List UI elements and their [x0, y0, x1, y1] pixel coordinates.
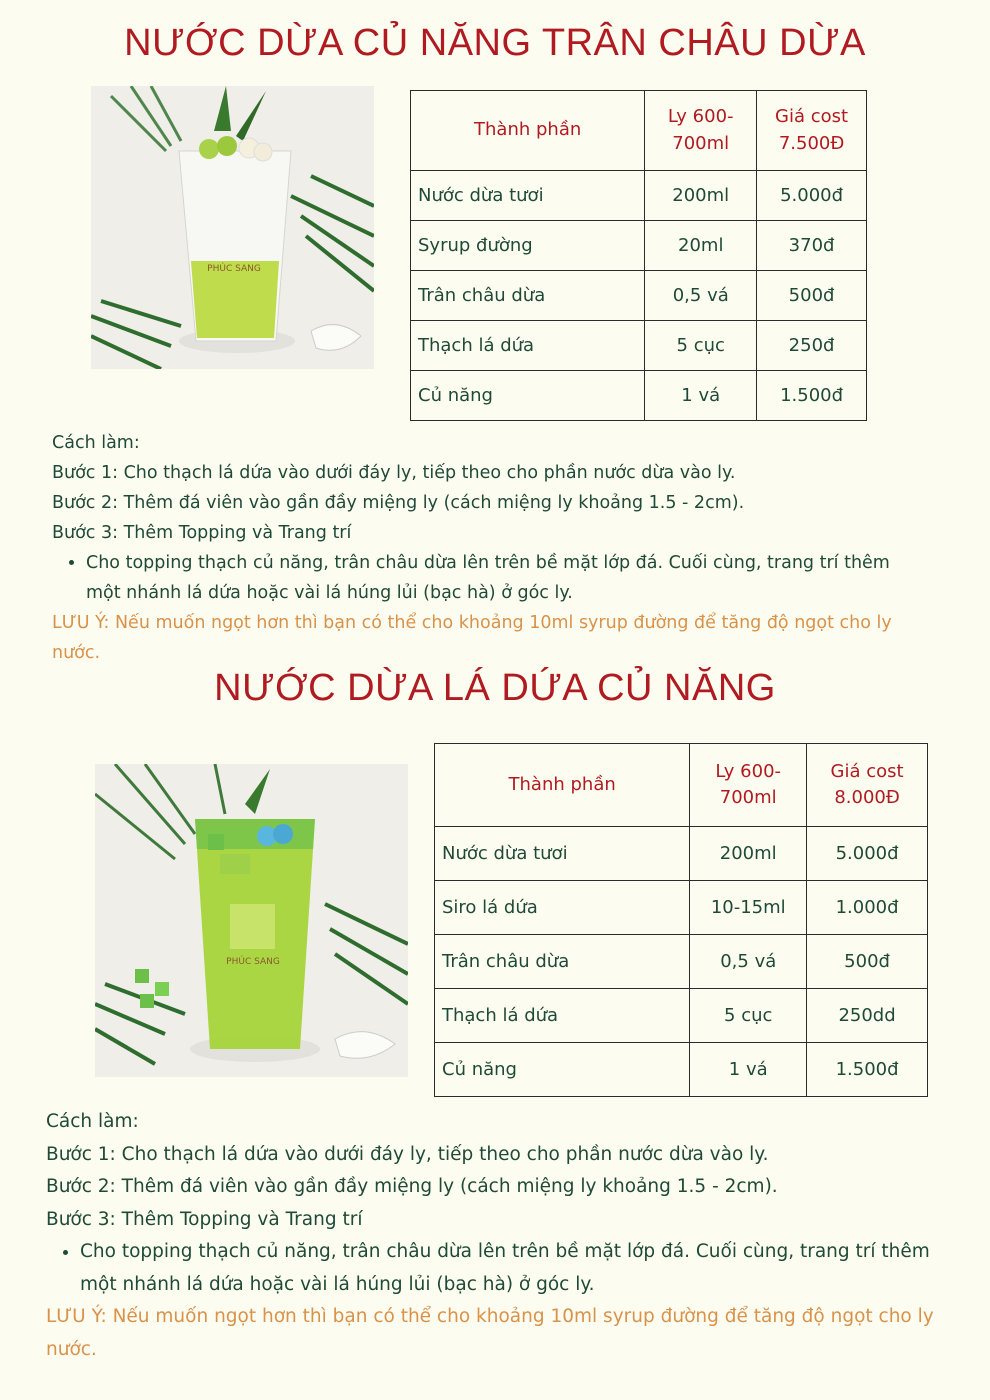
method-title: Cách làm:	[46, 1111, 139, 1132]
ingredient-amount: 0,5 vá	[690, 935, 807, 989]
ingredient-name: Củ năng	[435, 1043, 690, 1097]
topping-instruction: • Cho topping thạch củ năng, trân châu dừa lên trên bề mặt lớp đá. Cuối cùng, trang trí thêm một nhánh lá dứa hoặc vài lá húng lủi (bạc hà) ở góc ly.	[80, 1236, 956, 1301]
drink-photo	[91, 86, 374, 369]
ingredient-table	[434, 743, 928, 1097]
ingredient-name: Trân châu dừa	[411, 271, 645, 321]
ingredient-table	[410, 90, 867, 421]
ingredient-cost: 370đ	[757, 221, 867, 271]
header-cost: Giá cost 8.000Đ	[807, 744, 928, 827]
header-ingredient: Thành phần	[435, 744, 690, 827]
ingredient-name: Siro lá dứa	[435, 881, 690, 935]
ingredient-name: Syrup đường	[411, 221, 645, 271]
ingredient-amount: 10-15ml	[690, 881, 807, 935]
ingredient-name: Nước dừa tươi	[411, 171, 645, 221]
ingredient-amount: 5 cục	[645, 321, 757, 371]
step-3: Bước 3: Thêm Topping và Trang trí	[46, 1208, 363, 1230]
note-continued: nước.	[52, 643, 101, 663]
method-title: Cách làm:	[52, 433, 140, 453]
step-2: Bước 2: Thêm đá viên vào gần đầy miệng ly (cách miệng ly khoảng 1.5 - 2cm).	[46, 1176, 778, 1197]
recipe-title: NƯỚC DỪA LÁ DỨA CỦ NĂNG	[214, 667, 776, 709]
ingredient-name: Thạch lá dứa	[411, 321, 645, 371]
header-ingredient: Thành phần	[411, 91, 645, 171]
header-cost: Giá cost 7.500Đ	[757, 91, 867, 171]
ingredient-cost: 1.500đ	[757, 371, 867, 421]
ingredient-amount: 1 vá	[645, 371, 757, 421]
ingredient-amount: 1 vá	[690, 1043, 807, 1097]
topping-list	[46, 1236, 956, 1301]
ingredient-amount: 5 cục	[690, 989, 807, 1043]
step-3: Bước 3: Thêm Topping và Trang trí	[52, 523, 352, 543]
ingredient-cost: 250đ	[757, 321, 867, 371]
ingredient-cost: 1.000đ	[807, 881, 928, 935]
step-1: Bước 1: Cho thạch lá dứa vào dưới đáy ly, tiếp theo cho phần nước dừa vào ly.	[52, 463, 736, 483]
ingredient-name: Thạch lá dứa	[435, 989, 690, 1043]
brand-logo: PHÚC SANG	[226, 957, 280, 967]
method-section	[46, 1106, 956, 1366]
brand-logo: PHÚC SANG	[207, 264, 261, 274]
note: LƯU Ý: Nếu muốn ngọt hơn thì bạn có thể cho khoảng 10ml syrup đường để tăng độ ngọt cho ly	[46, 1306, 934, 1327]
note-continued: nước.	[46, 1338, 97, 1360]
recipe-title: NƯỚC DỪA CỦ NĂNG TRÂN CHÂU DỪA	[124, 22, 866, 64]
ingredient-cost: 250dd	[807, 989, 928, 1043]
ingredient-cost: 1.500đ	[807, 1043, 928, 1097]
step-1: Bước 1: Cho thạch lá dứa vào dưới đáy ly, tiếp theo cho phần nước dừa vào ly.	[46, 1143, 769, 1165]
ingredient-amount: 0,5 vá	[645, 271, 757, 321]
note: LƯU Ý: Nếu muốn ngọt hơn thì bạn có thể cho khoảng 10ml syrup đường để tăng độ ngọt cho ly	[52, 613, 892, 633]
ingredient-amount: 200ml	[690, 827, 807, 881]
ingredient-amount: 200ml	[645, 171, 757, 221]
ingredient-amount: 20ml	[645, 221, 757, 271]
ingredient-name: Củ năng	[411, 371, 645, 421]
topping-list	[52, 548, 952, 608]
topping-instruction: • Cho topping thạch củ năng, trân châu dừa lên trên bề mặt lớp đá. Cuối cùng, trang trí thêm một nhánh lá dứa hoặc vài lá húng lủi (bạc hà) ở góc ly.	[86, 548, 952, 608]
ingredient-cost: 5.000đ	[757, 171, 867, 221]
drink-photo	[95, 764, 408, 1077]
header-volume: Ly 600- 700ml	[645, 91, 757, 171]
ingredient-cost: 500đ	[807, 935, 928, 989]
method-section	[52, 428, 952, 668]
step-2: Bước 2: Thêm đá viên vào gần đầy miệng ly (cách miệng ly khoảng 1.5 - 2cm).	[52, 493, 745, 513]
ingredient-cost: 500đ	[757, 271, 867, 321]
header-volume: Ly 600- 700ml	[690, 744, 807, 827]
ingredient-name: Nước dừa tươi	[435, 827, 690, 881]
ingredient-cost: 5.000đ	[807, 827, 928, 881]
ingredient-name: Trân châu dừa	[435, 935, 690, 989]
